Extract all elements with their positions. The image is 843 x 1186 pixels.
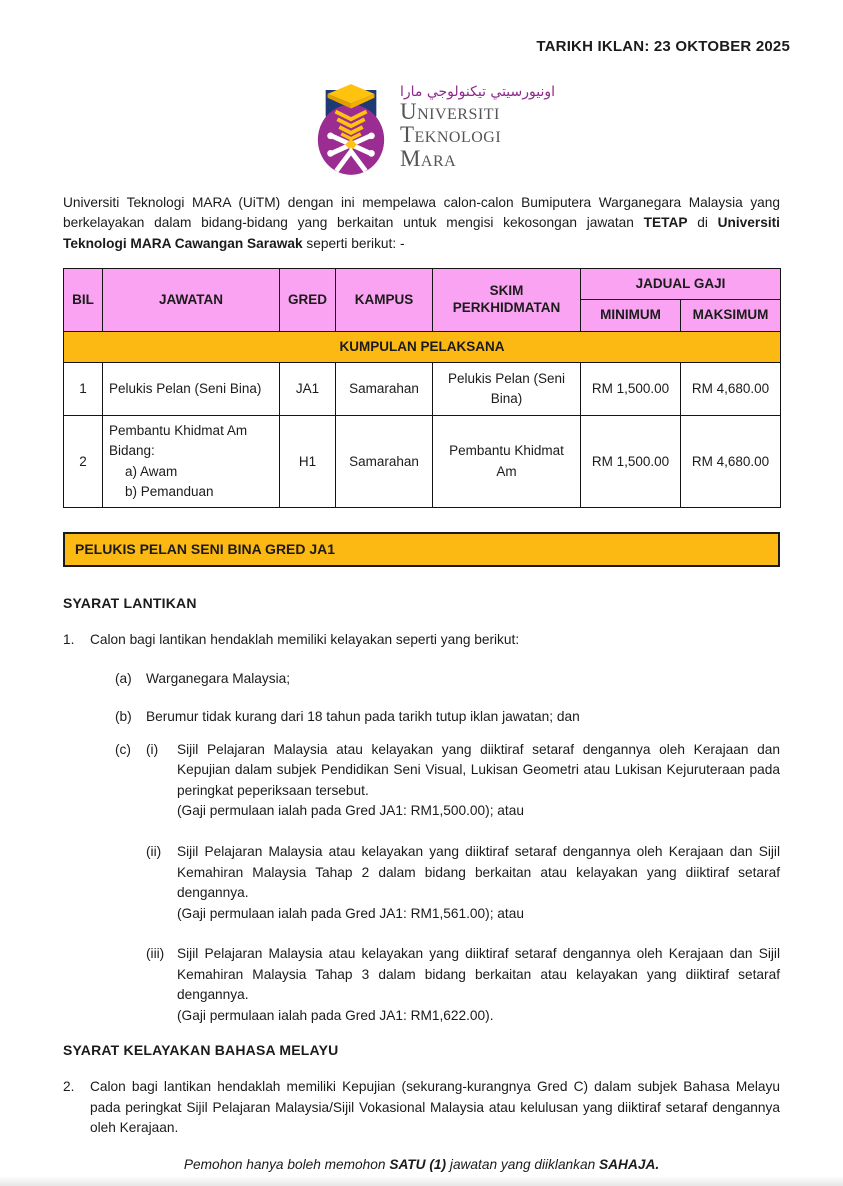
cell-gaji-max: RM 4,680.00 [681, 363, 781, 416]
vacancy-table [63, 268, 781, 508]
footer-note [63, 1155, 780, 1176]
list-item-2-number: 2. [63, 1079, 75, 1095]
list-item-1-text: Calon bagi lantikan hendaklah memiliki kelayakan seperti yang berikut: [90, 632, 520, 648]
jawatan-bidang-a: a) Awam [125, 463, 178, 479]
cell-gaji-max: RM 4,680.00 [681, 416, 781, 508]
list-item-c-i-gaji: (Gaji permulaan ialah pada Gred JA1: RM1,500.00); atau [177, 803, 524, 819]
footer-text-2: jawatan yang diiklankan [446, 1156, 600, 1172]
list-item-c-romans [146, 740, 780, 1027]
footer-text-1: Pemohon hanya boleh memohon [183, 1156, 390, 1172]
cell-gred: H1 [280, 416, 336, 508]
cell-gaji-min: RM 1,500.00 [581, 363, 681, 416]
jawatan-title: Pembantu Khidmat Am Bidang: [109, 423, 248, 459]
intro-bold-tetap: TETAP [643, 215, 688, 231]
list-item-b-marker: (b) [115, 709, 132, 725]
list-item-c-iii [146, 944, 780, 1026]
cell-jawatan [103, 416, 280, 508]
uitm-name-line2: Teknologi [399, 122, 502, 148]
intro-paragraph [63, 193, 780, 255]
list-item-1 [63, 630, 780, 651]
list-item-c-ii-text: Sijil Pelajaran Malaysia atau kelayakan yang diiktiraf setaraf dengannya oleh Kerajaan dan Sijil Kemahiran Malaysia Tahap 2 dalam bidang berkaitan atau kelayakan yang diiktiraf setaraf dengannya. [177, 843, 780, 901]
uitm-name-line3: Mara [399, 145, 457, 171]
intro-text-1: Universiti Teknologi MARA (UiTM) dengan ini mempelawa calon-calon Bumiputera Warganegara Malaysia yang berkelayakan dalam bidang-bidang yang berkaitan untuk mengisi kekosongan jawatan [63, 194, 780, 231]
list-item-a-marker: (a) [115, 670, 132, 686]
col-header-minimum: MINIMUM [581, 300, 681, 332]
list-item-c-iii-text: Sijil Pelajaran Malaysia atau kelayakan yang diiktiraf setaraf dengannya oleh Kerajaan dan Sijil Kemahiran Malaysia Tahap 3 dalam bidang berkaitan atau kelayakan yang diiktiraf setaraf dengannya. [177, 946, 780, 1003]
list-item-c-marker: (c) [115, 741, 131, 757]
advert-date: TARIKH IKLAN: 23 OKTOBER 2025 [536, 38, 790, 55]
col-header-maksimum: MAKSIMUM [681, 300, 781, 332]
list-item-c-i-text: Sijil Pelajaran Malaysia atau kelayakan yang diiktiraf setaraf dengannya oleh Kerajaan dan Kepujian dalam subjek Pendidikan Seni Visual, Lukisan Geometri atau Lukisan Kejuruteraan pada peringkat peperiksaan tersebut. [177, 741, 780, 798]
list-item-c-iii-gaji: (Gaji permulaan ialah pada Gred JA1: RM1,622.00). [177, 1007, 494, 1023]
list-item-c [115, 740, 780, 1027]
list-item-c-i [146, 740, 780, 822]
cell-gaji-min: RM 1,500.00 [581, 416, 681, 508]
heading-syarat-bahasa-melayu: SYARAT KELAYAKAN BAHASA MELAYU [63, 1042, 339, 1059]
list-item-c-ii-gaji: (Gaji permulaan ialah pada Gred JA1: RM1,561.00); atau [177, 905, 524, 921]
group-header-kumpulan-pelaksana: KUMPULAN PELAKSANA [64, 332, 781, 363]
list-item-b [115, 707, 780, 728]
cell-gred: JA1 [280, 363, 336, 416]
cell-skim: Pelukis Pelan (Seni Bina) [433, 363, 581, 416]
list-item-a-text: Warganegara Malaysia; [146, 670, 291, 686]
jawatan-bidang-b: b) Pemanduan [125, 483, 214, 499]
cell-skim: Pembantu Khidmat Am [433, 416, 581, 508]
uitm-jawi-script: اونيورسيتي تيكنولوجي مارا [399, 83, 556, 100]
table-row [64, 363, 781, 416]
intro-text-3: seperti berikut: - [302, 235, 405, 251]
uitm-logo [75, 83, 792, 175]
cell-bil: 2 [64, 416, 103, 508]
uitm-crest-icon [312, 83, 390, 175]
list-item-c-i-marker: (i) [146, 741, 159, 757]
intro-text-2: di [687, 215, 718, 231]
footer-bold-satu: SATU (1) [389, 1156, 447, 1172]
col-header-kampus: KAMPUS [336, 269, 433, 332]
col-header-gred: GRED [280, 269, 336, 332]
position-banner: PELUKIS PELAN SENI BINA GRED JA1 [63, 532, 780, 567]
cell-kampus: Samarahan [336, 363, 433, 416]
heading-syarat-lantikan: SYARAT LANTIKAN [63, 595, 197, 612]
list-item-c-iii-marker: (iii) [146, 946, 165, 962]
cell-jawatan: Pelukis Pelan (Seni Bina) [103, 363, 280, 416]
list-item-a [115, 669, 780, 690]
list-item-c-ii-marker: (ii) [146, 843, 162, 859]
footer-bold-sahaja: SAHAJA. [599, 1156, 660, 1172]
cell-kampus: Samarahan [336, 416, 433, 508]
list-item-b-text: Berumur tidak kurang dari 18 tahun pada tarikh tutup iklan jawatan; dan [146, 709, 580, 725]
col-header-bil: BIL [64, 269, 103, 332]
list-item-2 [63, 1077, 780, 1139]
intro-bold-branch: Universiti Teknologi MARA Cawangan Sarawak [63, 215, 780, 251]
uitm-logo-text [400, 83, 555, 171]
col-header-jadual-gaji: JADUAL GAJI [581, 269, 781, 300]
list-item-2-text: Calon bagi lantikan hendaklah memiliki Kepujian (sekurang-kurangnya Gred C) dalam subjek Bahasa Melayu pada peringkat Sijil Pelajaran Malaysia/Sijil Vokasional Malaysia atau kelulusan yang diiktiraf setaraf dengannya oleh Kerajaan. [90, 1079, 780, 1136]
list-item-1-number: 1. [63, 632, 75, 648]
list-item-c-ii [146, 842, 780, 924]
table-row [64, 416, 781, 508]
col-header-skim: SKIM PERKHIDMATAN [433, 269, 581, 332]
uitm-name-line1: Universiti [399, 98, 500, 124]
col-header-jawatan: JAWATAN [103, 269, 280, 332]
cell-bil: 1 [64, 363, 103, 416]
